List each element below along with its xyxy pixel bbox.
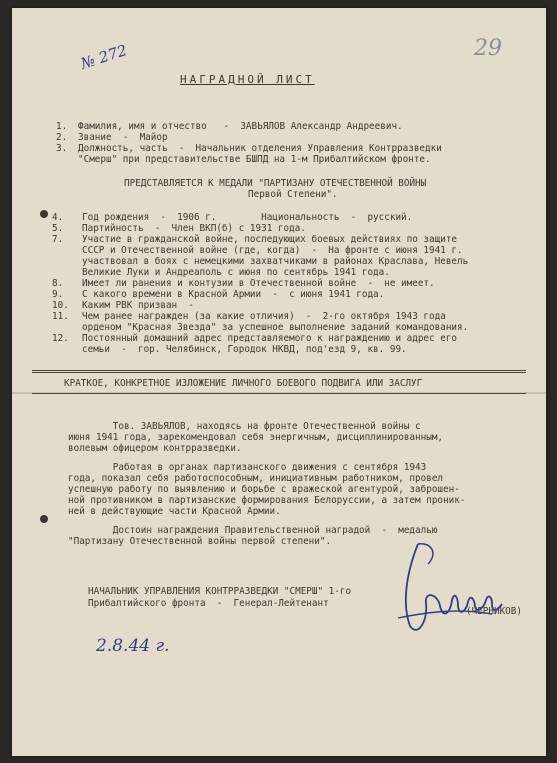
signer-name: (ЧЕРНИКОВ) <box>466 606 522 617</box>
item-text: Должность, часть - Начальник отделения Управления Контрразведки <box>78 143 442 154</box>
item-text: Чем ранее награжден (за какие отличия) - 2-го октября 1943 года <box>82 311 446 322</box>
item-number: 9. <box>52 289 64 300</box>
signer-title: НАЧАЛЬНИК УПРАВЛЕНИЯ КОНТРРАЗВЕДКИ "СМЕРШ" 1-го <box>88 586 352 597</box>
item-text: С какого времени в Красной Армии - с июня 1941 года. <box>82 289 385 300</box>
item-text: орденом "Красная Звезда" за успешное выполнение заданий командования. <box>82 322 469 333</box>
item-text: Имеет ли ранения и контузии в Отечественной войне - не имеет. <box>82 278 435 289</box>
item-text: Звание - Майор <box>78 132 168 143</box>
feat-line: "Партизану Отечественной войны первой степени". <box>68 536 332 547</box>
item-text: участвовал в боях с немецкими захватчиками в районах Краслава, Невель <box>82 256 469 267</box>
punch-hole <box>40 515 48 523</box>
divider <box>32 393 526 394</box>
item-number: 7. <box>52 234 64 245</box>
item-text: Год рождения - 1906 г. Национальность - русский. <box>82 212 413 223</box>
item-number: 4. <box>52 212 64 223</box>
feat-line: ней в действующие части Красной Армии. <box>68 506 281 517</box>
item-text: семьи - гор. Челябинск, Городок НКВД, под'езд 9, кв. 99. <box>82 344 407 355</box>
item-number: 3. <box>56 143 68 154</box>
divider <box>32 370 526 371</box>
signer-rank: Прибалтийского фронта - Генерал-Лейтенант <box>88 598 329 609</box>
divider <box>32 372 526 373</box>
feat-line: ной противником в партизанские формирования Белоруссии, а затем проник- <box>68 495 466 506</box>
item-number: 1. <box>56 121 68 132</box>
item-number: 5. <box>52 223 64 234</box>
feat-line: Работая в органах партизанского движения с сентября 1943 <box>68 462 427 473</box>
feat-header: КРАТКОЕ, КОНКРЕТНОЕ ИЗЛОЖЕНИЕ ЛИЧНОГО БОЕВОГО ПОДВИГА ИЛИ ЗАСЛУГ <box>64 378 423 389</box>
item-text: "Смерш" при представительстве БШПД на 1-м Прибалтийском фронте. <box>78 154 431 165</box>
signature <box>388 534 508 644</box>
feat-line: Тов. ЗАВЬЯЛОВ, находясь на фронте Отечественной войны с <box>68 421 421 432</box>
feat-line: волевым офицером контрразведки. <box>68 443 242 454</box>
item-text: Партийность - Член ВКП(б) с 1931 года. <box>82 223 306 234</box>
item-number: 12. <box>52 333 69 344</box>
item-number: 8. <box>52 278 64 289</box>
item-text: Каким РВК призван - <box>82 300 194 311</box>
feat-line: Достоин награждения Правительственной наградой - медалью <box>68 525 438 536</box>
feat-line: июня 1941 года, зарекомендовал себя энергичным, дисциплинированным, <box>68 432 444 443</box>
feat-line: успешную работу по выявлению и борьбе с вражеской агентурой, заброшен- <box>68 484 460 495</box>
punch-hole <box>40 210 48 218</box>
item-text: Участие в гражданской войне, последующих боевых действиях по защите <box>82 234 458 245</box>
item-number: 10. <box>52 300 69 311</box>
item-text: Великие Луки и Андреаполь с июня по сентябрь 1941 года. <box>82 267 390 278</box>
inventory-number: № 272 <box>78 41 130 73</box>
item-text: Постоянный домашний адрес представляемого к награждению и адрес его <box>82 333 458 344</box>
document-title: НАГРАДНОЙ ЛИСТ <box>180 73 315 86</box>
item-text: Фамилия, имя и отчество - ЗАВЬЯЛОВ Александр Андреевич. <box>78 121 403 132</box>
item-number: 2. <box>56 132 68 143</box>
item-number: 11. <box>52 311 69 322</box>
presentation-line: Первой Степени". <box>248 189 338 200</box>
handwritten-date: 2.8.44 г. <box>96 636 170 656</box>
feat-line: года, показал себя работоспособным, инициативным работником, провел <box>68 473 444 484</box>
item-text: СССР и Отечественной войне (где, когда) - На фронте с июня 1941 г. <box>82 245 463 256</box>
presentation-line: ПРЕДСТАВЛЯЕТСЯ К МЕДАЛИ "ПАРТИЗАНУ ОТЕЧЕСТВЕННОЙ ВОЙНЫ <box>124 178 427 189</box>
sheet-number: 29 <box>474 36 502 61</box>
